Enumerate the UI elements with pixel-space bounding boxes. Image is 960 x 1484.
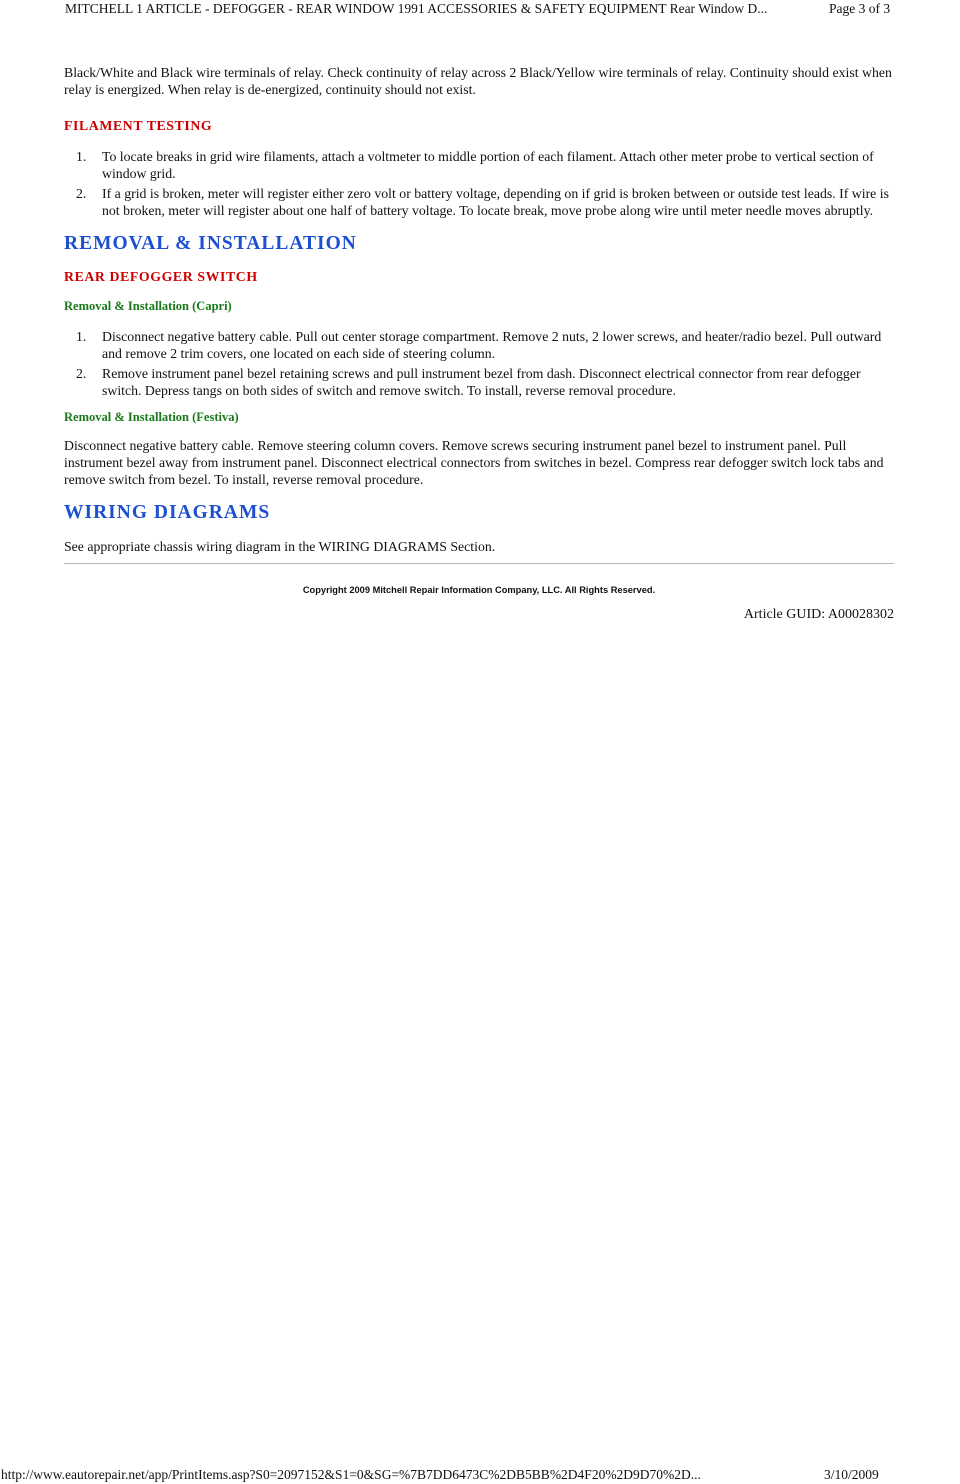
print-header: [0, 0, 960, 18]
step-text: If a grid is broken, meter will register either zero volt or battery voltage, depending on if grid is broken between or outside test leads. If wire is not broken, meter will register about one half of battery voltage. To locate break, move probe along wire until meter needle moves abruptly.: [102, 186, 889, 218]
list-item: [64, 365, 894, 399]
print-header-page-number: Page 3 of 3: [829, 1, 891, 16]
step-number: 1.: [76, 329, 87, 344]
step-number: 1.: [76, 149, 87, 164]
article-guid: Article GUID: A00028302: [743, 607, 894, 622]
article-body: [64, 64, 894, 623]
filament-testing-steps: [64, 148, 894, 219]
print-footer: [0, 1464, 960, 1484]
print-footer-date: 3/10/2009: [824, 1467, 879, 1482]
capri-steps: [64, 328, 894, 399]
step-text: Disconnect negative battery cable. Pull out center storage compartment. Remove 2 nuts, 2 lower screws, and heater/radio bezel. Pull outward and remove 2 trim covers, one located on each side of steering column.: [102, 329, 882, 361]
list-item: [64, 148, 894, 182]
heading-capri: Removal & Installation (Capri): [64, 299, 232, 313]
step-text: To locate breaks in grid wire filaments, attach a voltmeter to middle portion of each filament. Attach other meter probe to vertical section of window grid.: [102, 149, 874, 181]
print-footer-url: http://www.eautorepair.net/app/PrintItems.asp?S0=2097152&S1=0&SG=%7B7DD6473C%2DB5BB%2D4F20%2D9D70%2D...: [1, 1467, 701, 1482]
list-item: [64, 185, 894, 219]
festiva-paragraph: Disconnect negative battery cable. Remove steering column covers. Remove screws securing instrument panel bezel to instrument panel. Pull instrument bezel away from instrument panel. Disconnect electrical connectors from switches in bezel. Compress rear defogger switch lock tabs and remove switch from bezel. To install, reverse removal procedure.: [64, 438, 884, 487]
heading-filament-testing: FILAMENT TESTING: [64, 118, 213, 133]
heading-rear-defogger-switch: REAR DEFOGGER SWITCH: [64, 269, 258, 284]
heading-removal-installation: REMOVAL & INSTALLATION: [64, 233, 357, 254]
intro-paragraph: Black/White and Black wire terminals of relay. Check continuity of relay across 2 Black/Yellow wire terminals of relay. Continuity should exist when relay is energized. When relay is de-energized, continuity should not exist.: [64, 65, 892, 97]
heading-festiva: Removal & Installation (Festiva): [64, 410, 239, 424]
wiring-diagrams-paragraph: See appropriate chassis wiring diagram in the WIRING DIAGRAMS Section.: [64, 539, 496, 554]
copyright-notice: Copyright 2009 Mitchell Repair Information Company, LLC. All Rights Reserved.: [302, 585, 656, 595]
print-header-title: MITCHELL 1 ARTICLE - DEFOGGER - REAR WINDOW 1991 ACCESSORIES & SAFETY EQUIPMENT Rear Window D...: [65, 1, 768, 16]
step-number: 2.: [76, 366, 87, 381]
step-text: Remove instrument panel bezel retaining screws and pull instrument bezel from dash. Disconnect electrical connector from rear defogger switch. Depress tangs on both sides of switch and remove switch. To install, reverse removal procedure.: [102, 366, 861, 398]
list-item: [64, 328, 894, 362]
heading-wiring-diagrams: WIRING DIAGRAMS: [64, 502, 271, 523]
step-number: 2.: [76, 186, 87, 201]
